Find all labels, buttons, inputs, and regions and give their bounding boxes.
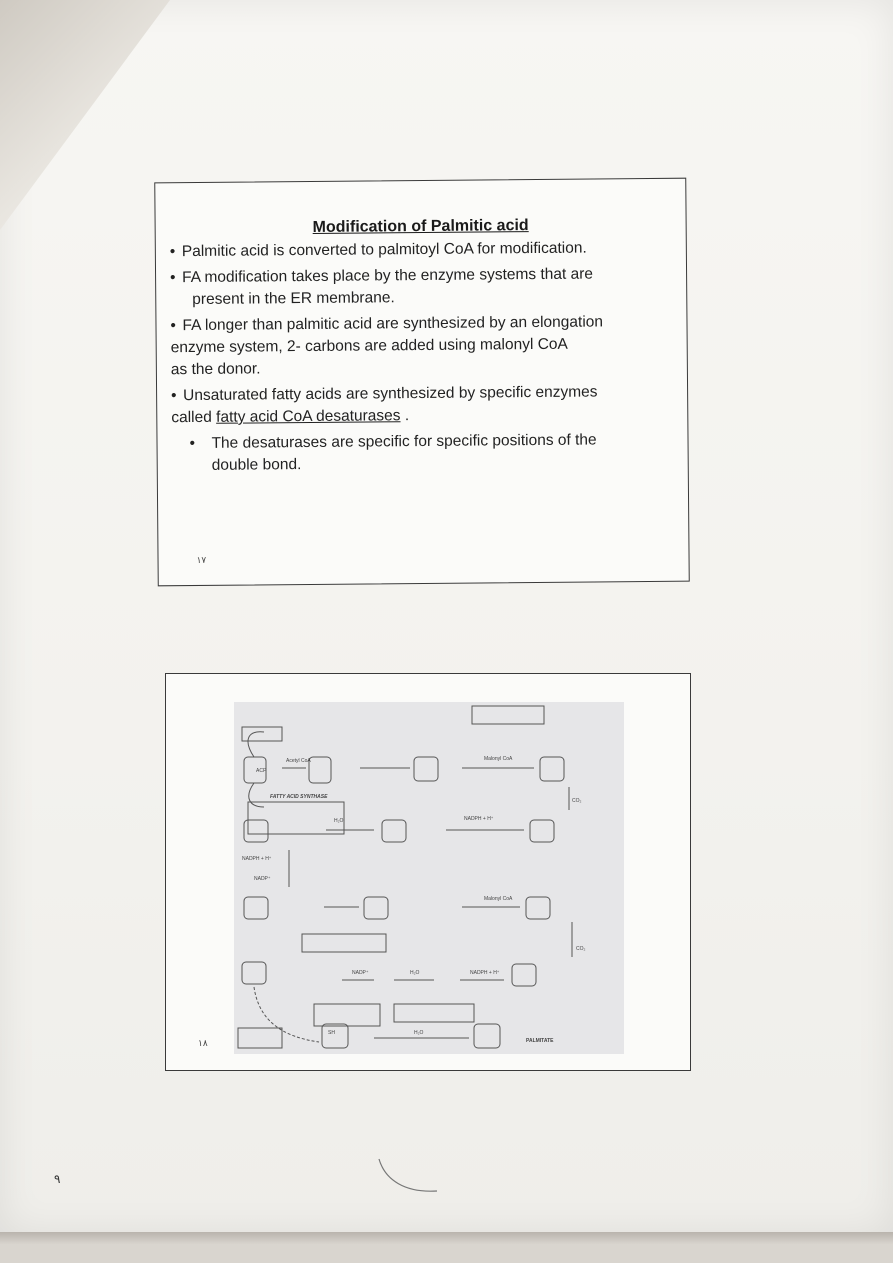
label-fatty-acid-synthase: FATTY ACID SYNTHASE [270, 794, 328, 800]
label-box [238, 1028, 282, 1048]
label-h2o-2: H₂O [410, 970, 420, 976]
enzyme-shape [242, 962, 266, 984]
page-number: ٩ [54, 1172, 61, 1186]
pen-mark [375, 1155, 445, 1200]
enzyme-shape [309, 757, 331, 783]
label-h2o-3: H₂O [414, 1030, 424, 1036]
enzyme-shape [364, 897, 388, 919]
label-nadph-2: NADPH + H⁺ [242, 856, 272, 862]
bullet-5: • The desaturases are specific for specific positions of the double bond. [189, 431, 597, 474]
label-nadp-2: NADP⁺ [352, 970, 369, 976]
label-nadp-1: NADP⁺ [254, 876, 271, 882]
slide-number: ١٧ [196, 554, 207, 565]
fatty-acid-synthesis-pathway [234, 702, 624, 1054]
label-nadph-1: NADPH + H⁺ [464, 816, 494, 822]
enzyme-shape [244, 897, 268, 919]
slide-title: Modification of Palmitic acid [312, 217, 529, 236]
label-palmitate: PALMITATE [526, 1038, 554, 1044]
label-malonyl-coa-2: Malonyl CoA [484, 896, 513, 902]
label-acetyl-coa: Acetyl CoA [286, 758, 311, 764]
enzyme-shape [530, 820, 554, 842]
enzyme-shape [512, 964, 536, 986]
bullet-list [170, 237, 676, 481]
bullet-3: • FA longer than palmitic acid are synthesized by an elongation enzyme system, 2- carbons are added using malonyl CoA as the donor. [170, 313, 604, 379]
enzyme-shape [382, 820, 406, 842]
enzyme-shape [322, 1024, 348, 1048]
enzyme-shape [414, 757, 438, 781]
label-malonyl-coa: Malonyl CoA [484, 756, 513, 762]
pathway-figure [234, 702, 624, 1054]
label-sh: SH [328, 1030, 335, 1036]
slide-number: ١٨ [198, 1038, 208, 1048]
label-box [302, 934, 386, 952]
bullet-2: • FA modification takes place by the enzyme systems that are present in the ER membrane. [170, 265, 594, 309]
label-co2-2: CO₂ [576, 946, 586, 952]
page-bottom-edge [0, 1232, 893, 1263]
enzyme-shape [474, 1024, 500, 1048]
enzyme-shape [540, 757, 564, 781]
label-box [314, 1004, 380, 1026]
label-co2-1: CO₂ [572, 798, 582, 804]
bullet-1: • Palmitic acid is converted to palmitoyl CoA for modification. [169, 239, 587, 261]
label-acp-1: ACP [256, 768, 267, 774]
slide-fatty-acid-synthase-diagram [165, 673, 691, 1071]
bullet-4: • Unsaturated fatty acids are synthesized by specific enzymes called fatty acid CoA desaturases . [171, 383, 598, 427]
label-box [394, 1004, 474, 1022]
enzyme-shape [526, 897, 550, 919]
label-h2o-1: H₂O [334, 818, 344, 824]
label-nadph-3: NADPH + H⁺ [470, 970, 500, 976]
slide-modification-palmitic-acid [154, 178, 690, 587]
label-box [472, 706, 544, 724]
desaturases-term: fatty acid CoA desaturases [216, 407, 401, 426]
